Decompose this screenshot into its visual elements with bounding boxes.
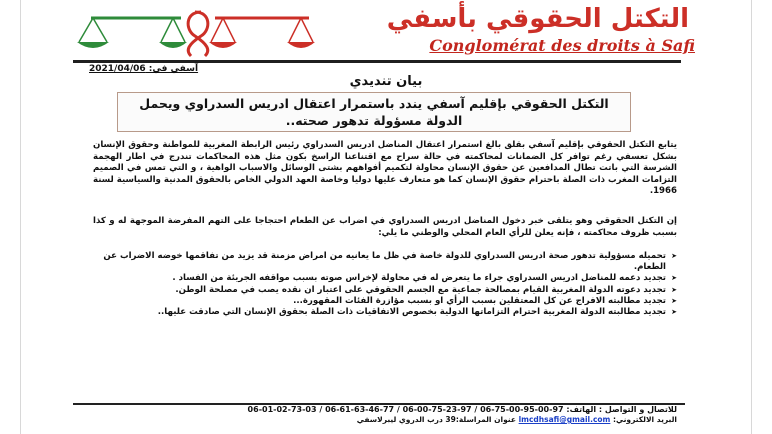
demands-list bbox=[93, 251, 677, 318]
org-name-arabic: التكتل الحقوقي بأسفي bbox=[386, 4, 689, 34]
demand-item: ➤ تجديد دعوته الدولة المغربية القيام بمصالحة جماعية مع الجسم الحقوقي على اعتبار ان نقده يصب في مصلحة الوطن. bbox=[93, 285, 677, 296]
footer-contact: للاتصال و التواصل : الهاتف: 97-00-95-00-75-06 / 97-23-75-00-06 / 77-46-63-61-06 / 03-73-02-01-06 bbox=[247, 405, 677, 414]
headline-box: التكتل الحقوقي بإقليم آسفي يندد باستمرار اعتقال ادريس السدراوي ويحمل الدولة مسؤولة تدهور صحته.. bbox=[117, 92, 631, 132]
paragraph-1: يتابع التكتل الحقوقي بإقليم آسفي بقلق بالغ استمرار اعتقال المناضل ادريس السدراوي رئيس الرابطة المغربية للمواطنة وحقوق الإنسان بشكل تعسفي رغم توافر كل الضمانات لمحاكمته في حالة سراح مع اقتناعنا الراسخ بكون مثل هذه المحاكمات تندرج في اطار الهجمة الشرسة التي باتت تطال المدافعين عن حقوق الإنسان محاولة لتكميم أفواههم بشتى الوسائل والاسباب الواهية ، و التي تمس في الصميم التزامات المغرب ذات الصلة باحترام حقوق الإنسان كما هو متعارف عليها دوليا وخاصة العهد الدولي الخاص بالحقوق المدنية والسياسية لسنة 1966. bbox=[93, 140, 677, 197]
email-link[interactable]: lmcdhsafi@gmail.com bbox=[518, 415, 611, 424]
document-page bbox=[20, 0, 752, 434]
demand-item: ➤ تجديد مطالبته الافراج عن كل المعتقلين بسبب الرأي او بسبب مؤازرة الفئات المقهورة... bbox=[93, 296, 677, 307]
date-text: آسفي في: 2021/04/06 bbox=[89, 64, 199, 74]
demand-item: ➤ تجديد مطالبته الدولة المغربية احترام التزاماتها الدولية بخصوص الاتفاقيات ذات الصلة بحقوق الإنسان التي صادقت عليها.. bbox=[93, 307, 677, 318]
postal-address: عنوان المراسلة:39 درب الدروي ليبرلاسفي bbox=[356, 415, 516, 424]
mail-prefix: البريد الالكتروني: bbox=[613, 415, 677, 424]
letterhead bbox=[59, 4, 719, 60]
org-name-french: Conglomérat des droits à Safi bbox=[429, 36, 695, 55]
header-divider bbox=[73, 60, 681, 63]
document-date bbox=[89, 64, 198, 74]
statement-title: بيان تنديدي bbox=[349, 74, 423, 89]
paragraph-2: إن التكتل الحقوقي وهو يتلقى خبر دخول المناضل ادريس السدراوي في اضراب عن الطعام احتجاجا على التهم المفرضة الموجهة له و كذا بسبب ظروف محاكمته ، فإنه يعلن للرأي العام المحلي والوطني ما يلي: bbox=[93, 216, 677, 238]
demand-item: ➤ تجديد دعمه للمناضل ادريس السدراوي جراء ما يتعرض له في محاولة لإخراس صوته بسبب مواقفه الجريئة من الفساد . bbox=[93, 273, 677, 284]
scales-of-justice-logo bbox=[73, 6, 323, 58]
demand-item: ➤ تحميله مسؤولية تدهور صحة ادريس السدراوي للدولة خاصة في ظل ما يعانيه من امراض مزمنة قد يزيد من تفاقمها خوضه الاضراب عن الطعام. bbox=[93, 251, 677, 273]
footer-mail bbox=[161, 415, 677, 425]
